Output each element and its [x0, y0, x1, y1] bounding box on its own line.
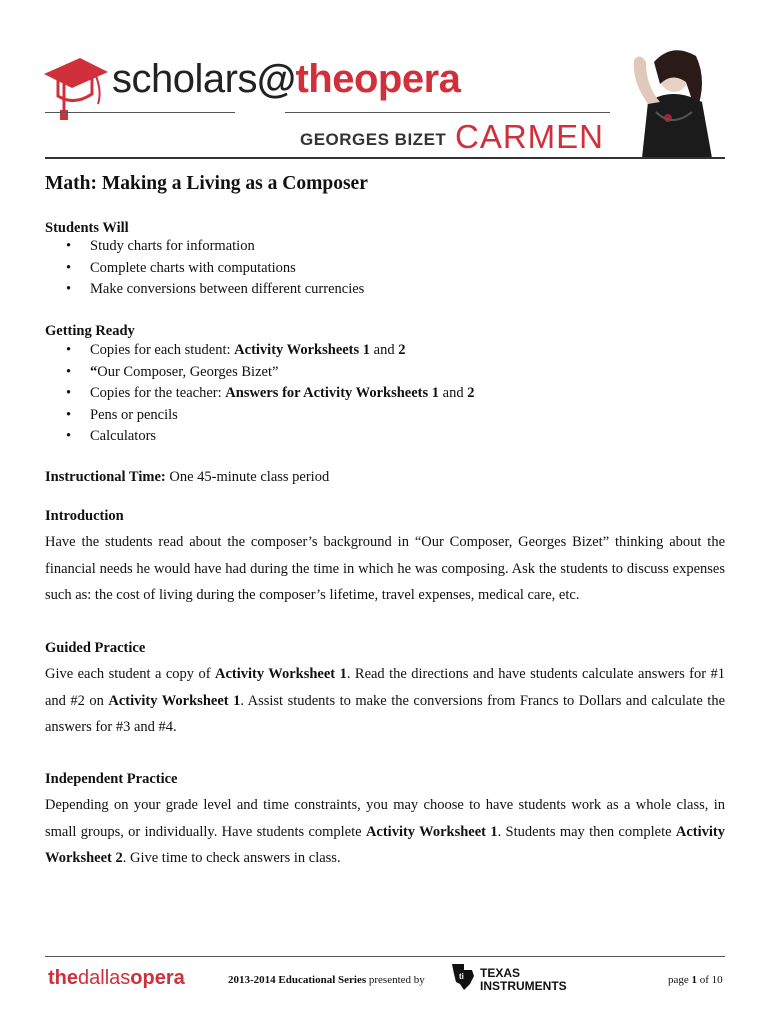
list-item-text: Our Composer, Georges Bizet”: [97, 363, 279, 380]
logo-at: @: [256, 57, 296, 101]
instructional-time-label: Instructional Time:: [45, 469, 166, 485]
getting-ready-list: [66, 340, 474, 448]
getting-ready-heading: Getting Ready: [45, 323, 135, 339]
list-item-bold: 2: [467, 385, 475, 401]
list-item: • Study charts for information: [66, 238, 255, 254]
instructional-time-value: One 45-minute class period: [165, 469, 330, 485]
instructional-time: [45, 464, 725, 490]
text-run: . Assist students to make the conversions from Francs to Dollars and calculate the answers for #3 and #4.: [45, 692, 726, 735]
page-current: 1: [691, 974, 698, 986]
list-item-text: Pens or pencils: [90, 406, 178, 423]
page-title: Math: Making a Living as a Composer: [45, 173, 368, 194]
scholars-at-the-opera-logo: [112, 56, 460, 102]
composer-name: GEORGES BIZET: [300, 130, 447, 149]
list-item-text: Copies for each student:: [90, 342, 235, 358]
list-item-bold: Answers for Activity Worksheets 1: [225, 385, 440, 401]
logo-part1: scholars: [112, 57, 257, 101]
header-rule: [45, 157, 725, 159]
ti-line2: INSTRUMENTS: [480, 979, 567, 993]
bold-run: Activity Worksheet 1: [365, 823, 498, 840]
logo-part2: theopera: [295, 57, 461, 101]
students-will-list: [66, 236, 364, 301]
list-item-text: and: [370, 342, 399, 358]
text-run: . Read the directions and have students calculate answers for #1 and #2 on: [45, 666, 725, 709]
list-item: • Copies for each student: Activity Worksheets 1 and 2: [66, 342, 406, 358]
list-item: • Make conversions between different currencies: [66, 281, 365, 297]
page-number: [668, 974, 723, 986]
list-item-text: and: [439, 385, 468, 401]
carmen-portrait-image: [612, 42, 730, 158]
series-presented-by: presented by: [366, 974, 425, 986]
texas-instruments-logo: [480, 967, 567, 993]
guided-practice-text: [45, 661, 725, 741]
logo-the: the: [48, 967, 78, 989]
series-title: 2013-2014 Educational Series: [228, 974, 367, 986]
list-item: • Pens or pencils: [66, 406, 178, 423]
list-item-text: Complete charts with computations: [90, 259, 296, 276]
introduction-text: Have the students read about the composer’s background in “Our Composer, Georges Bizet” thinking about the financial needs he would have had during the time in which he was composing. Ask the students to discuss expenses such as: the cost of living during the composer’s lifetime, travel expenses, medical care, etc.: [45, 534, 725, 603]
dallas-opera-logo: [48, 967, 185, 990]
list-item: • “Our Composer, Georges Bizet”: [66, 363, 279, 380]
footer-rule: [45, 956, 725, 957]
introduction-heading: Introduction: [45, 508, 124, 524]
series-credit: [228, 974, 425, 986]
independent-practice-text: [45, 792, 725, 872]
text-run: Give each student a copy of: [45, 666, 215, 682]
list-item-text: Calculators: [90, 428, 157, 444]
logo-opera: opera: [130, 967, 185, 989]
ti-line1: TEXAS: [480, 966, 521, 980]
list-item-bold: “: [90, 363, 98, 380]
page-prefix: page: [668, 974, 692, 986]
list-item: • Copies for the teacher: Answers for Activity Worksheets 1 and 2: [66, 385, 475, 401]
bold-run: Activity Worksheet 1: [214, 666, 347, 682]
texas-instruments-icon: [450, 962, 476, 992]
list-item-text: Study charts for information: [90, 238, 255, 254]
logo-divider-left: [45, 112, 235, 113]
text-run: Depending on your grade level and time constraints, you may choose to have students work as a whole class, in small groups, or individually. Have students complete: [45, 797, 725, 840]
students-will-heading: Students Will: [45, 220, 129, 236]
page-total: of 10: [697, 974, 723, 986]
list-item-bold: 2: [398, 342, 406, 358]
opera-title: CARMEN: [455, 118, 605, 155]
text-run: . Students may then complete: [497, 823, 676, 840]
logo-dallas: dallas: [78, 967, 131, 989]
bold-run: Activity Worksheet 2: [45, 823, 726, 866]
list-item: • Complete charts with computations: [66, 259, 296, 276]
logo-divider-right: [285, 112, 610, 113]
text-run: . Give time to check answers in class.: [122, 850, 341, 866]
independent-practice-heading: Independent Practice: [45, 771, 178, 787]
list-item: • Calculators: [66, 428, 157, 444]
list-item-bold: Activity Worksheets 1: [234, 342, 371, 358]
guided-practice-heading: Guided Practice: [45, 640, 146, 656]
bold-run: Activity Worksheet 1: [108, 692, 241, 709]
list-item-text: Copies for the teacher:: [90, 385, 226, 401]
list-item-text: Make conversions between different currencies: [90, 281, 365, 297]
svg-text:ti: ti: [459, 972, 464, 981]
